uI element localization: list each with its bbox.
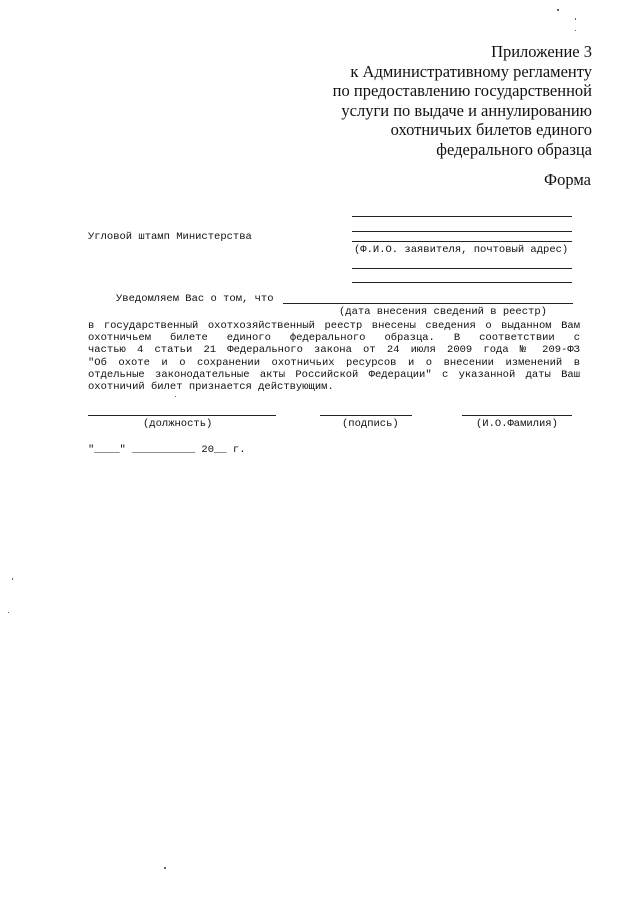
appendix-header [332,42,592,160]
appendix-line: федерального образца [436,139,592,159]
date-caption: (дата внесения сведений в реестр) [339,306,547,318]
form-label: Форма [544,170,591,189]
notice-line: в государственный охотхозяйственный реестр внесены сведения о выданном Вам [88,320,580,332]
applicant-line-1 [352,216,572,217]
appendix-line: по предоставлению государственной [332,81,592,101]
applicant-caption: (Ф.И.О. заявителя, почтовый адрес) [354,244,569,256]
scan-speck [575,30,576,31]
notice-line: отдельные законодательные акты Российской Федерации" с указанной даты Ваш [88,368,580,381]
appendix-line: охотничьих билетов единого [390,120,592,140]
signature-line [320,415,412,416]
position-line [88,415,276,416]
applicant-line-5 [352,282,572,283]
applicant-line-2 [352,231,572,232]
name-caption: (И.О.Фамилия) [476,418,558,430]
date-line: "____" __________ 20__ г. [88,444,246,456]
appendix-line: к Административному регламенту [350,61,592,81]
notice-body [88,320,580,393]
name-line [462,415,572,416]
scan-speck [575,18,576,20]
scan-speck [175,396,176,397]
notice-intro: Уведомляем Вас о том, что [116,293,274,305]
date-entry-line [283,303,573,304]
notice-line: охотничьем билете единого федерального образца. В соответствии с [88,332,580,345]
scan-speck [557,9,559,11]
appendix-line: Приложение 3 [491,42,592,61]
notice-line: частью 4 статьи 21 Федерального закона от 24 июля 2009 года № 209-ФЗ [88,344,580,357]
notice-line: охотничий билет признается действующим. [88,381,334,394]
scan-speck [164,867,166,869]
scan-speck [12,578,13,580]
signature-caption: (подпись) [342,418,399,430]
appendix-line: услуги по выдаче и аннулированию [341,100,592,120]
applicant-line-4 [352,268,572,269]
position-caption: (должность) [143,418,213,430]
stamp-label: Угловой штамп Министерства [88,231,252,243]
applicant-line-3 [352,241,572,242]
scan-speck [8,612,9,613]
notice-line: "Об охоте и о сохранении охотничьих ресурсов и о внесении изменений в [88,356,580,369]
